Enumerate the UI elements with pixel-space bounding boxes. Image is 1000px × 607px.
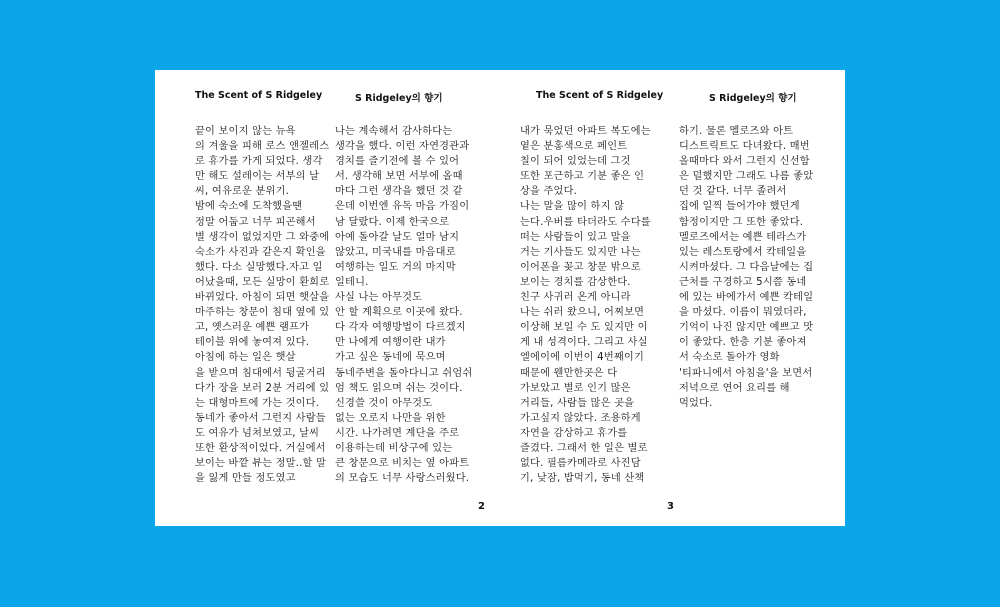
body-text [520,124,670,486]
text-line: 안 할 계획으로 이곳에 왔다. [335,307,463,319]
text-line: 동네주변을 돌아다니고 쉬엄쉬 [335,367,473,379]
text-line: 아예 돌아갈 날도 얼마 남지 [335,231,460,243]
text-line: 거리들, 사람들 많은 곳을 [520,397,635,409]
text-line: 는 대형마트에 가는 것이다. [195,397,320,409]
text-line: 을 받으며 침대에서 뒹굴거리 [195,367,326,379]
running-header: S Ridgeley의 향기 [355,93,443,104]
text-line: 고, 옛스러운 예쁜 램프가 [195,322,310,334]
text-line: 별 생각이 없었지만 그 와중에 [195,231,330,243]
text-line: 동네가 좋아서 그런지 사람들 [195,412,326,424]
text-line: 자연을 감상하고 휴가를 [520,427,628,439]
text-line: 이어폰을 꽂고 창문 밖으로 [520,261,641,273]
text-line: 이상해 보일 수 도 있지만 이 [520,322,648,334]
text-line: 올때마다 와서 그런지 신선함 [679,156,810,168]
text-line: 여행하는 일도 거의 마지막 [335,261,456,273]
text-line: 있는 레스토랑에서 칵테일을 [679,246,807,258]
text-line: 가고싶지 않았다. 조용하게 [520,412,641,424]
text-line: 밤에 숙소에 도착했을땐 [195,201,303,213]
text-line: 내가 묵었던 아파트 복도에는 [520,126,651,137]
text-line: 가보았고 별로 인기 많은 [520,382,631,394]
book-spread [155,70,845,526]
text-line: 씨, 여유로운 분위기. [195,186,290,198]
text-line: 엄 책도 읽으며 쉬는 것이다. [335,382,463,394]
text-line: 기억이 나진 않지만 예쁘고 맛 [679,322,814,334]
text-line: 테이블 위에 놓여져 있다. [195,337,310,349]
text-line: 했다. 다소 실망했다.자고 일 [195,261,323,273]
text-line: 사실 나는 아무것도 [335,292,423,304]
text-line: 다가 장을 보러 2분 거리에 있 [195,382,330,394]
text-line: 의 겨울을 피해 로스 앤젤레스 [195,141,330,153]
text-line: 의 모습도 너무 사랑스러웠다. [335,473,470,485]
running-header: S Ridgeley의 향기 [709,93,797,104]
text-line: 은데 이번엔 유독 마음 가짐이 [335,201,470,213]
text-line: 나는 쉬러 왔으니, 어찌보면 [520,307,645,319]
running-header: The Scent of S Ridgeley [536,90,664,101]
running-header: The Scent of S Ridgeley [195,90,323,101]
text-line: 없다. 필름카메라로 사진담 [520,458,641,470]
text-line: 만 나에게 여행이란 내가 [335,337,446,349]
text-line: 거는 기사들도 있지만 나는 [520,246,641,258]
text-line: 즐겼다. 그래서 한 일은 별로 [520,442,648,454]
text-line: 마다 그런 생각을 했던 것 같 [335,186,463,198]
text-line: 도 여유가 넘쳐보였고, 날씨 [195,427,320,439]
text-line: 떠는 사람들이 있고 말을 [520,231,631,243]
text-line: 먹었다. [679,397,713,409]
text-line: 기, 낮잠, 밥먹기, 동네 산책 [520,473,645,485]
text-line: 엘에이에 이번이 4번째이기 [520,352,645,364]
text-line: 숙소가 사진과 같은지 확인을 [195,246,326,258]
text-line: 또한 포근하고 기분 좋은 인 [520,171,645,183]
text-line: 은 덜했지만 그래도 나름 좋았 [679,171,814,183]
text-line: 근처를 구경하고 5시쯤 동네 [679,276,807,288]
body-text [679,124,829,411]
text-line: 시켜마셨다. 그 다음날에는 집 [679,261,814,273]
text-line: 친구 사귀러 온게 아니라 [520,292,631,304]
text-line: 로 휴가를 가게 되었다. 생각 [195,156,323,168]
text-line: 가고 싶은 동네에 묵으며 [335,352,446,364]
text-line: 만 해도 설레이는 서부의 날 [195,171,320,183]
text-line: 어났을때, 모든 실망이 환희로 [195,276,330,288]
text-line: 끝이 보이지 않는 뉴욕 [195,126,296,137]
page-number: 3 [667,501,674,512]
text-line: 바뀌었다. 아침이 되면 햇살을 [195,292,330,304]
text-line: 이용하는데 비상구에 있는 [335,442,453,454]
text-line: 보이는 경치를 감상한다. [520,276,631,288]
text-line: 또한 환상적이었다. 거실에서 [195,442,326,454]
text-line: 을 잃게 만들 정도였고 [195,473,296,485]
text-line: 없는 오로지 나만을 위한 [335,412,446,424]
text-line: 서. 생각해 보면 서부에 올때 [335,171,463,183]
text-line: '티파니에서 아침을'을 보면서 [679,367,813,379]
body-text [335,124,485,486]
text-line: 마주하는 창문이 침대 옆에 있 [195,307,330,319]
text-line: 이 좋았다. 한층 기분 좋아져 [679,337,807,349]
text-line: 다 각자 여행방법이 다르겠지 [335,322,466,334]
text-line: 경치를 즐기전에 볼 수 있어 [335,156,460,168]
page-number: 2 [478,501,485,512]
text-line: 정말 어둡고 너무 피곤해서 [195,216,316,228]
text-line: 하기. 물론 멜로즈와 아트 [679,126,794,137]
text-line: 에 있는 바에가서 예쁜 칵테일 [679,292,814,304]
text-line: 던 것 같다. 너무 졸려서 [679,186,787,198]
text-line: 함정이지만 그 또한 좋았다. [679,216,804,228]
text-line: 나는 말을 많이 하지 않 [520,201,625,213]
text-line: 옅은 분홍색으로 페인트 [520,141,628,153]
text-line: 아침에 하는 일은 햇살 [195,352,296,364]
text-line: 멜로즈에서는 예쁜 테라스가 [679,231,807,243]
text-line: 않았고, 미국내를 마음대로 [335,246,456,258]
text-line: 상을 주었다. [520,186,578,198]
text-line: 생각을 했다. 이런 자연경관과 [335,141,470,153]
text-line: 큰 창문으로 비치는 옆 아파트 [335,458,470,470]
text-line: 신경쓸 것이 아무것도 [335,397,433,409]
text-line: 집에 일찍 들어가야 했던게 [679,201,800,213]
text-line: 때문에 웬만한곳은 다 [520,367,618,379]
text-line: 는다.우버를 타더라도 수다를 [520,216,651,228]
text-line: 나는 계속해서 감사하다는 [335,126,453,137]
text-line: 서 숙소로 돌아가 영화 [679,352,780,364]
text-line: 을 마셨다. 이름이 뭐였더라, [679,307,807,319]
text-line: 일테니. [335,276,369,288]
text-line: 저녁으로 연어 요리를 해 [679,382,790,394]
text-line: 게 내 성격이다. 그리고 사실 [520,337,648,349]
text-line: 디스트릭트도 다녀왔다. 매번 [679,141,810,153]
text-line: 칠이 되어 있었는데 그것 [520,156,631,168]
body-text [195,124,345,486]
text-line: 남 달랐다. 이제 한국으로 [335,216,450,228]
text-line: 보이는 바깥 뷰는 정말..할 말 [195,458,327,470]
text-line: 시간. 나가려면 계단을 주로 [335,427,460,439]
